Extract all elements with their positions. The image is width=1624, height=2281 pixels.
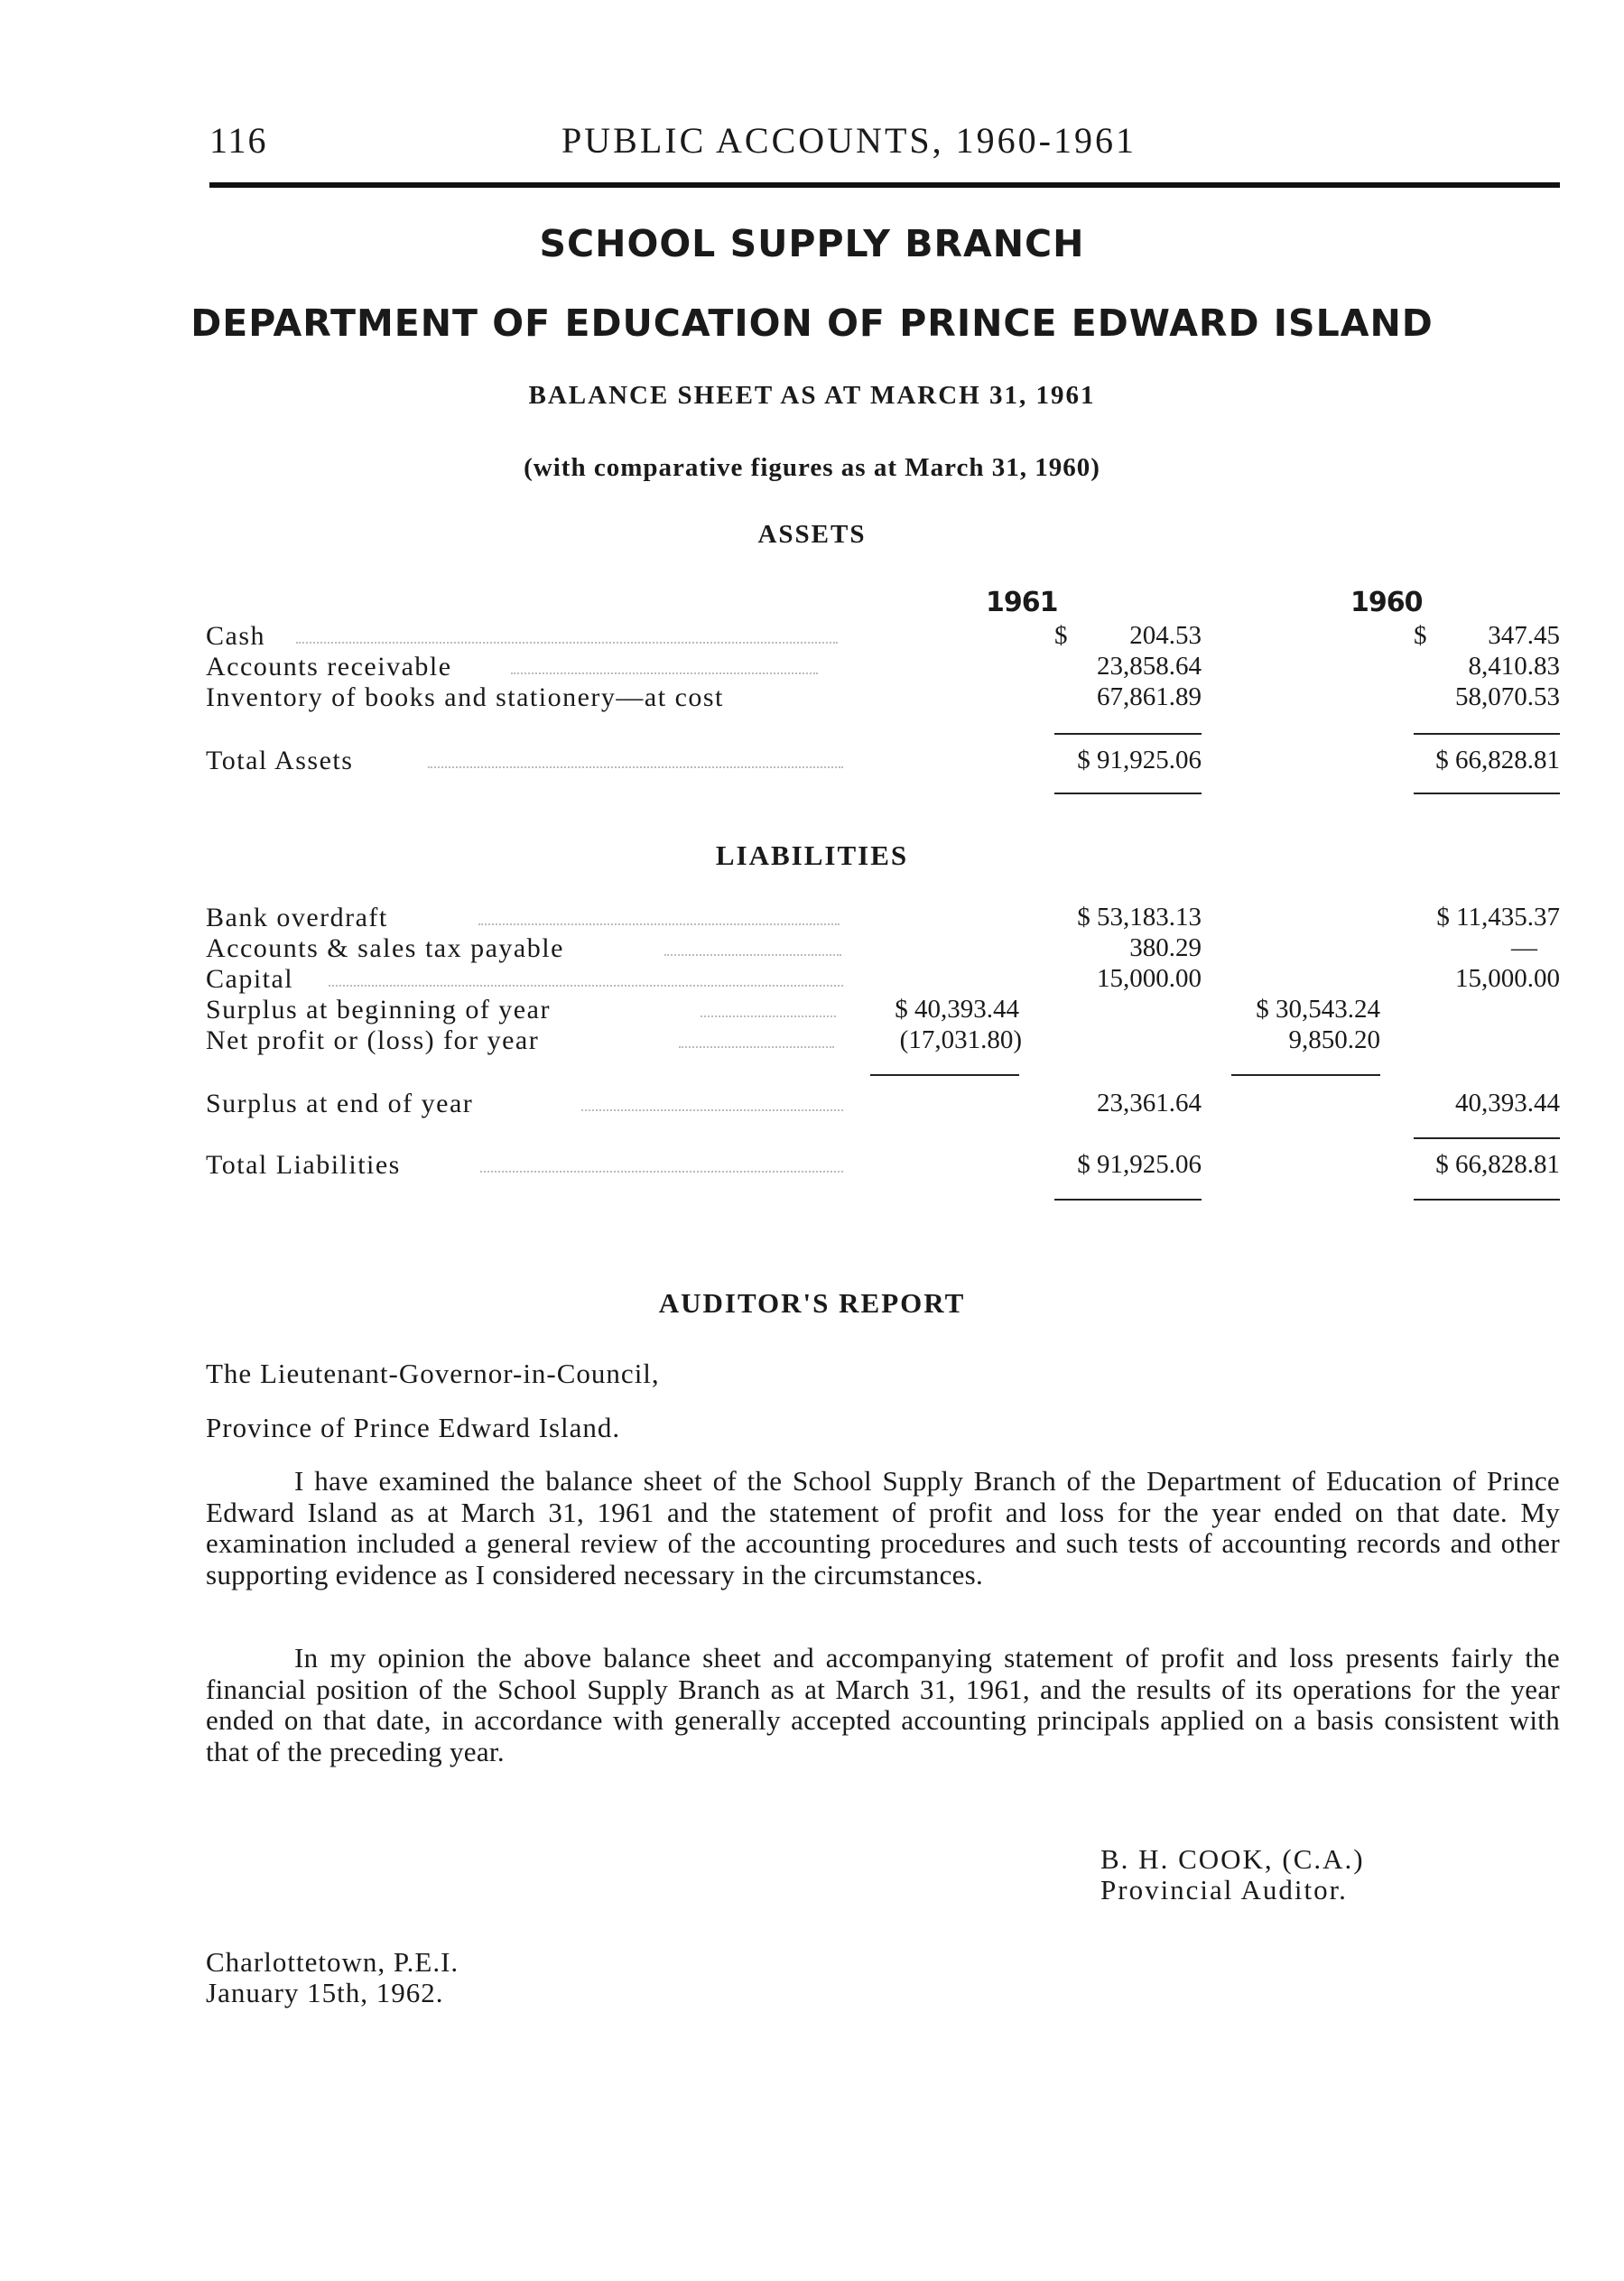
column-header-1960: 1960 [1350, 587, 1423, 618]
row-label: Accounts receivable [206, 652, 452, 682]
dot-leader [701, 1015, 836, 1017]
value-1960: 58,070.53 [1455, 682, 1560, 711]
liabilities-row-net-profit [0, 1025, 1624, 1062]
dot-leader [664, 954, 841, 956]
report-place: Charlottetown, P.E.I. [206, 1946, 459, 1978]
department-title: DEPARTMENT OF EDUCATION OF PRINCE EDWARD ISLAND [190, 301, 1434, 345]
dot-leader [478, 923, 840, 925]
assets-row-inventory [0, 682, 1624, 719]
subvalue-1961: $ 40,393.44 [895, 995, 1019, 1024]
addressee-line-2: Province of Prince Edward Island. [206, 1412, 621, 1443]
liabilities-row-surplus-end [0, 1089, 1624, 1125]
value-1961: 204.53 [1129, 621, 1202, 650]
subtotal-rule [1414, 733, 1560, 735]
value-1961: $ 91,925.06 [1077, 1150, 1202, 1179]
value-1960: $ 11,435.37 [1436, 903, 1560, 932]
total-rule [1054, 793, 1202, 794]
dot-leader [511, 672, 818, 674]
total-rule [1054, 1199, 1202, 1201]
value-1960: 8,410.83 [1468, 652, 1560, 681]
row-label: Surplus at beginning of year [206, 995, 551, 1025]
subvalue-1961: (17,031.80) [899, 1025, 1022, 1054]
subvalue-1960: $ 30,543.24 [1256, 995, 1380, 1024]
dot-leader [581, 1109, 843, 1111]
liabilities-row-total [0, 1150, 1624, 1186]
report-paragraph-1: I have examined the balance sheet of the School Supply Branch of the Department of Education of Prince Edward Island as at March 31, 1961 and the statement of profit and loss for the year ended on that date. My examination included a general review of the accounting procedures and such tests of accounting records and other supporting evidence as I considered necessary in the circumstances. [206, 1465, 1560, 1590]
value-1960: 15,000.00 [1455, 964, 1560, 993]
row-label: Inventory of books and stationery—at cost [206, 682, 724, 712]
value-1961: 67,861.89 [1097, 682, 1202, 711]
dot-leader [428, 766, 843, 768]
value-1960: $ 66,828.81 [1435, 746, 1560, 774]
subtotal-rule [1054, 733, 1202, 735]
report-date: January 15th, 1962. [206, 1977, 444, 2008]
dollar-sign: $ [1054, 621, 1068, 650]
assets-row-total [0, 746, 1624, 782]
dot-leader [296, 642, 838, 644]
row-label: Total Assets [206, 746, 354, 775]
value-1961: 15,000.00 [1097, 964, 1202, 993]
row-label: Bank overdraft [206, 903, 388, 932]
value-1960: 347.45 [1488, 621, 1560, 650]
value-1961: 380.29 [1129, 933, 1202, 962]
assets-heading: ASSETS [757, 520, 867, 549]
row-label: Accounts & sales tax payable [206, 933, 564, 963]
signatory-name: B. H. COOK, (C.A.) [1100, 1843, 1365, 1875]
report-paragraph-2: In my opinion the above balance sheet and accompanying statement of profit and loss presents fairly the financial position of the School Supply Branch as at March 31, 1961, and the results of its operations for the year ended on that date, in accordance with generally accepted accounting principals applied on a basis consistent with that of the preceding year. [206, 1642, 1560, 1767]
dot-leader [329, 985, 843, 987]
subtotal-rule [870, 1074, 1019, 1076]
row-label: Cash [206, 621, 265, 651]
dollar-sign: $ [1414, 621, 1427, 650]
running-title: PUBLIC ACCOUNTS, 1960-1961 [561, 120, 1137, 161]
value-1961: $ 91,925.06 [1077, 746, 1202, 774]
value-1961: 23,858.64 [1097, 652, 1202, 681]
row-label: Surplus at end of year [206, 1089, 474, 1118]
page-number: 116 [209, 120, 268, 161]
header-rule [209, 182, 1560, 188]
row-label: Capital [206, 964, 294, 994]
value-1961: 23,361.64 [1097, 1089, 1202, 1117]
statement-title: BALANCE SHEET AS AT MARCH 31, 1961 [528, 381, 1096, 410]
subtotal-rule [1231, 1074, 1380, 1076]
subvalue-1960: 9,850.20 [1288, 1025, 1380, 1054]
row-label: Net profit or (loss) for year [206, 1025, 540, 1055]
liabilities-heading: LIABILITIES [715, 839, 909, 871]
row-label: Total Liabilities [206, 1150, 401, 1180]
value-1960: $ 66,828.81 [1435, 1150, 1560, 1179]
subtotal-rule [1414, 1137, 1560, 1139]
branch-title: SCHOOL SUPPLY BRANCH [539, 222, 1085, 265]
running-header [209, 119, 1560, 173]
dot-leader [679, 1046, 834, 1048]
column-header-1961: 1961 [986, 587, 1058, 618]
total-rule [1414, 1199, 1560, 1201]
value-1960: — [1511, 933, 1537, 962]
signatory-title: Provincial Auditor. [1100, 1874, 1348, 1905]
dot-leader [480, 1171, 843, 1173]
value-1961: $ 53,183.13 [1077, 903, 1202, 932]
auditor-report-heading: AUDITOR'S REPORT [658, 1287, 966, 1319]
total-rule [1414, 793, 1560, 794]
value-1960: 40,393.44 [1455, 1089, 1560, 1117]
comparative-note: (with comparative figures as at March 31, 1960) [524, 453, 1100, 482]
addressee-line-1: The Lieutenant-Governor-in-Council, [206, 1358, 660, 1389]
